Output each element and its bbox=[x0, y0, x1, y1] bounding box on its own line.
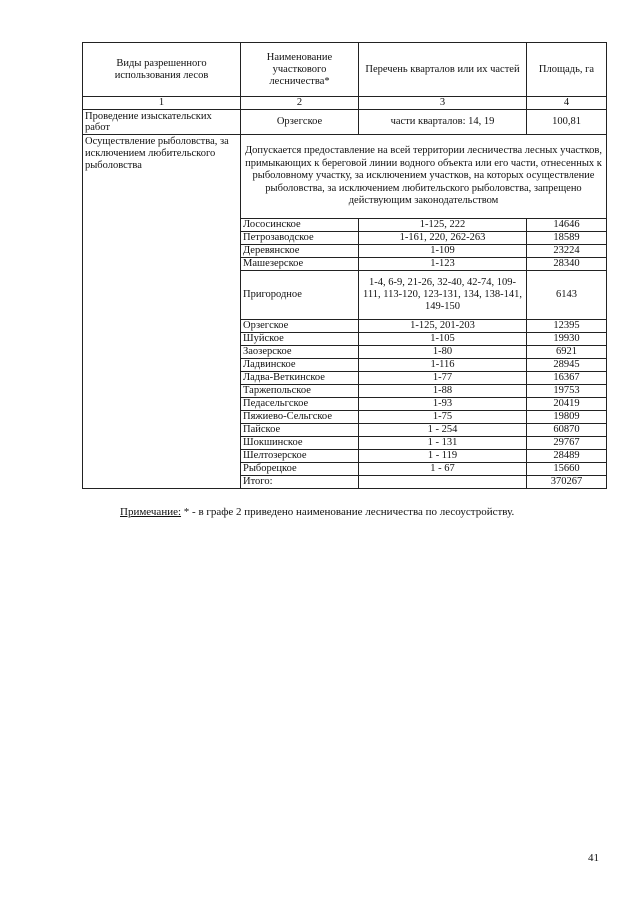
survey-row bbox=[83, 110, 607, 135]
forest-use-table bbox=[82, 42, 607, 489]
forestry-name: Пяжиево-Сельгское bbox=[241, 411, 359, 424]
survey-area: 100,81 bbox=[527, 110, 607, 135]
area: 18589 bbox=[527, 232, 607, 245]
survey-quarters: части кварталов: 14, 19 bbox=[359, 110, 527, 135]
area: 6921 bbox=[527, 346, 607, 359]
quarters: 1-93 bbox=[359, 398, 527, 411]
forestry-name: Шуйское bbox=[241, 333, 359, 346]
area: 60870 bbox=[527, 424, 607, 437]
quarters: 1-88 bbox=[359, 385, 527, 398]
area: 28340 bbox=[527, 258, 607, 271]
total-label: Итого: bbox=[241, 476, 359, 489]
header-use-type: Виды разрешенного использования лесов bbox=[83, 43, 241, 97]
forestry-name: Деревянское bbox=[241, 245, 359, 258]
forestry-name: Орзегское bbox=[241, 320, 359, 333]
area: 28945 bbox=[527, 359, 607, 372]
area: 12395 bbox=[527, 320, 607, 333]
footnote-label: Примечание: bbox=[120, 506, 182, 518]
forestry-name: Таржепольское bbox=[241, 385, 359, 398]
fishing-use-type: Осуществление рыболовства, за исключением любительского рыболовства bbox=[83, 135, 241, 489]
total-area: 370267 bbox=[527, 476, 607, 489]
area: 28489 bbox=[527, 450, 607, 463]
survey-forestry: Орзегское bbox=[241, 110, 359, 135]
forestry-name: Пригородное bbox=[241, 271, 359, 320]
area: 23224 bbox=[527, 245, 607, 258]
forestry-name: Рыборецкое bbox=[241, 463, 359, 476]
quarters: 1-161, 220, 262-263 bbox=[359, 232, 527, 245]
area: 14646 bbox=[527, 219, 607, 232]
quarters: 1-109 bbox=[359, 245, 527, 258]
forestry-name: Петрозаводское bbox=[241, 232, 359, 245]
column-number: 1 bbox=[83, 97, 241, 110]
forestry-name: Ладвинское bbox=[241, 359, 359, 372]
footnote-text: * - в графе 2 приведено наименование лесничества по лесоустройству. bbox=[181, 506, 515, 518]
column-number: 3 bbox=[359, 97, 527, 110]
area: 29767 bbox=[527, 437, 607, 450]
footnote bbox=[120, 506, 514, 518]
forestry-name: Ладва-Веткинское bbox=[241, 372, 359, 385]
quarters: 1-77 bbox=[359, 372, 527, 385]
forestry-name: Педасельгское bbox=[241, 398, 359, 411]
forestry-name: Лососинское bbox=[241, 219, 359, 232]
header-forestry-name: Наименование участкового лесничества* bbox=[241, 43, 359, 97]
area: 6143 bbox=[527, 271, 607, 320]
quarters: 1-125, 222 bbox=[359, 219, 527, 232]
header-quarters-list: Перечень кварталов или их частей bbox=[359, 43, 527, 97]
quarters: 1 - 119 bbox=[359, 450, 527, 463]
forestry-name: Шокшинское bbox=[241, 437, 359, 450]
quarters: 1-80 bbox=[359, 346, 527, 359]
total-empty-cell bbox=[359, 476, 527, 489]
page-number: 41 bbox=[588, 852, 599, 864]
area: 19930 bbox=[527, 333, 607, 346]
quarters: 1 - 67 bbox=[359, 463, 527, 476]
area: 19753 bbox=[527, 385, 607, 398]
quarters: 1-123 bbox=[359, 258, 527, 271]
column-number: 4 bbox=[527, 97, 607, 110]
forestry-name: Пайское bbox=[241, 424, 359, 437]
forestry-name: Машезерское bbox=[241, 258, 359, 271]
forestry-name: Шелтозерское bbox=[241, 450, 359, 463]
quarters: 1-105 bbox=[359, 333, 527, 346]
column-number: 2 bbox=[241, 97, 359, 110]
area: 19809 bbox=[527, 411, 607, 424]
quarters: 1-75 bbox=[359, 411, 527, 424]
fishing-description: Допускается предоставление на всей территории лесничества лесных участков, примыкающих к береговой линии водного объекта или его части, отнесенных к рыболовному участку, за исключением участков, на которых осуществление рыболовства, за исключением любительского рыболовства, запрещено действующим законодательством bbox=[241, 135, 607, 219]
quarters: 1 - 131 bbox=[359, 437, 527, 450]
header-area: Площадь, га bbox=[527, 43, 607, 97]
area: 16367 bbox=[527, 372, 607, 385]
area: 20419 bbox=[527, 398, 607, 411]
fishing-description-row bbox=[83, 135, 607, 219]
quarters: 1-116 bbox=[359, 359, 527, 372]
header-row bbox=[83, 43, 607, 97]
quarters: 1-4, 6-9, 21-26, 32-40, 42-74, 109-111, 113-120, 123-131, 134, 138-141, 149-150 bbox=[359, 271, 527, 320]
forestry-name: Заозерское bbox=[241, 346, 359, 359]
area: 15660 bbox=[527, 463, 607, 476]
column-number-row bbox=[83, 97, 607, 110]
quarters: 1-125, 201-203 bbox=[359, 320, 527, 333]
quarters: 1 - 254 bbox=[359, 424, 527, 437]
survey-use-type: Проведение изыскательских работ bbox=[83, 110, 241, 135]
